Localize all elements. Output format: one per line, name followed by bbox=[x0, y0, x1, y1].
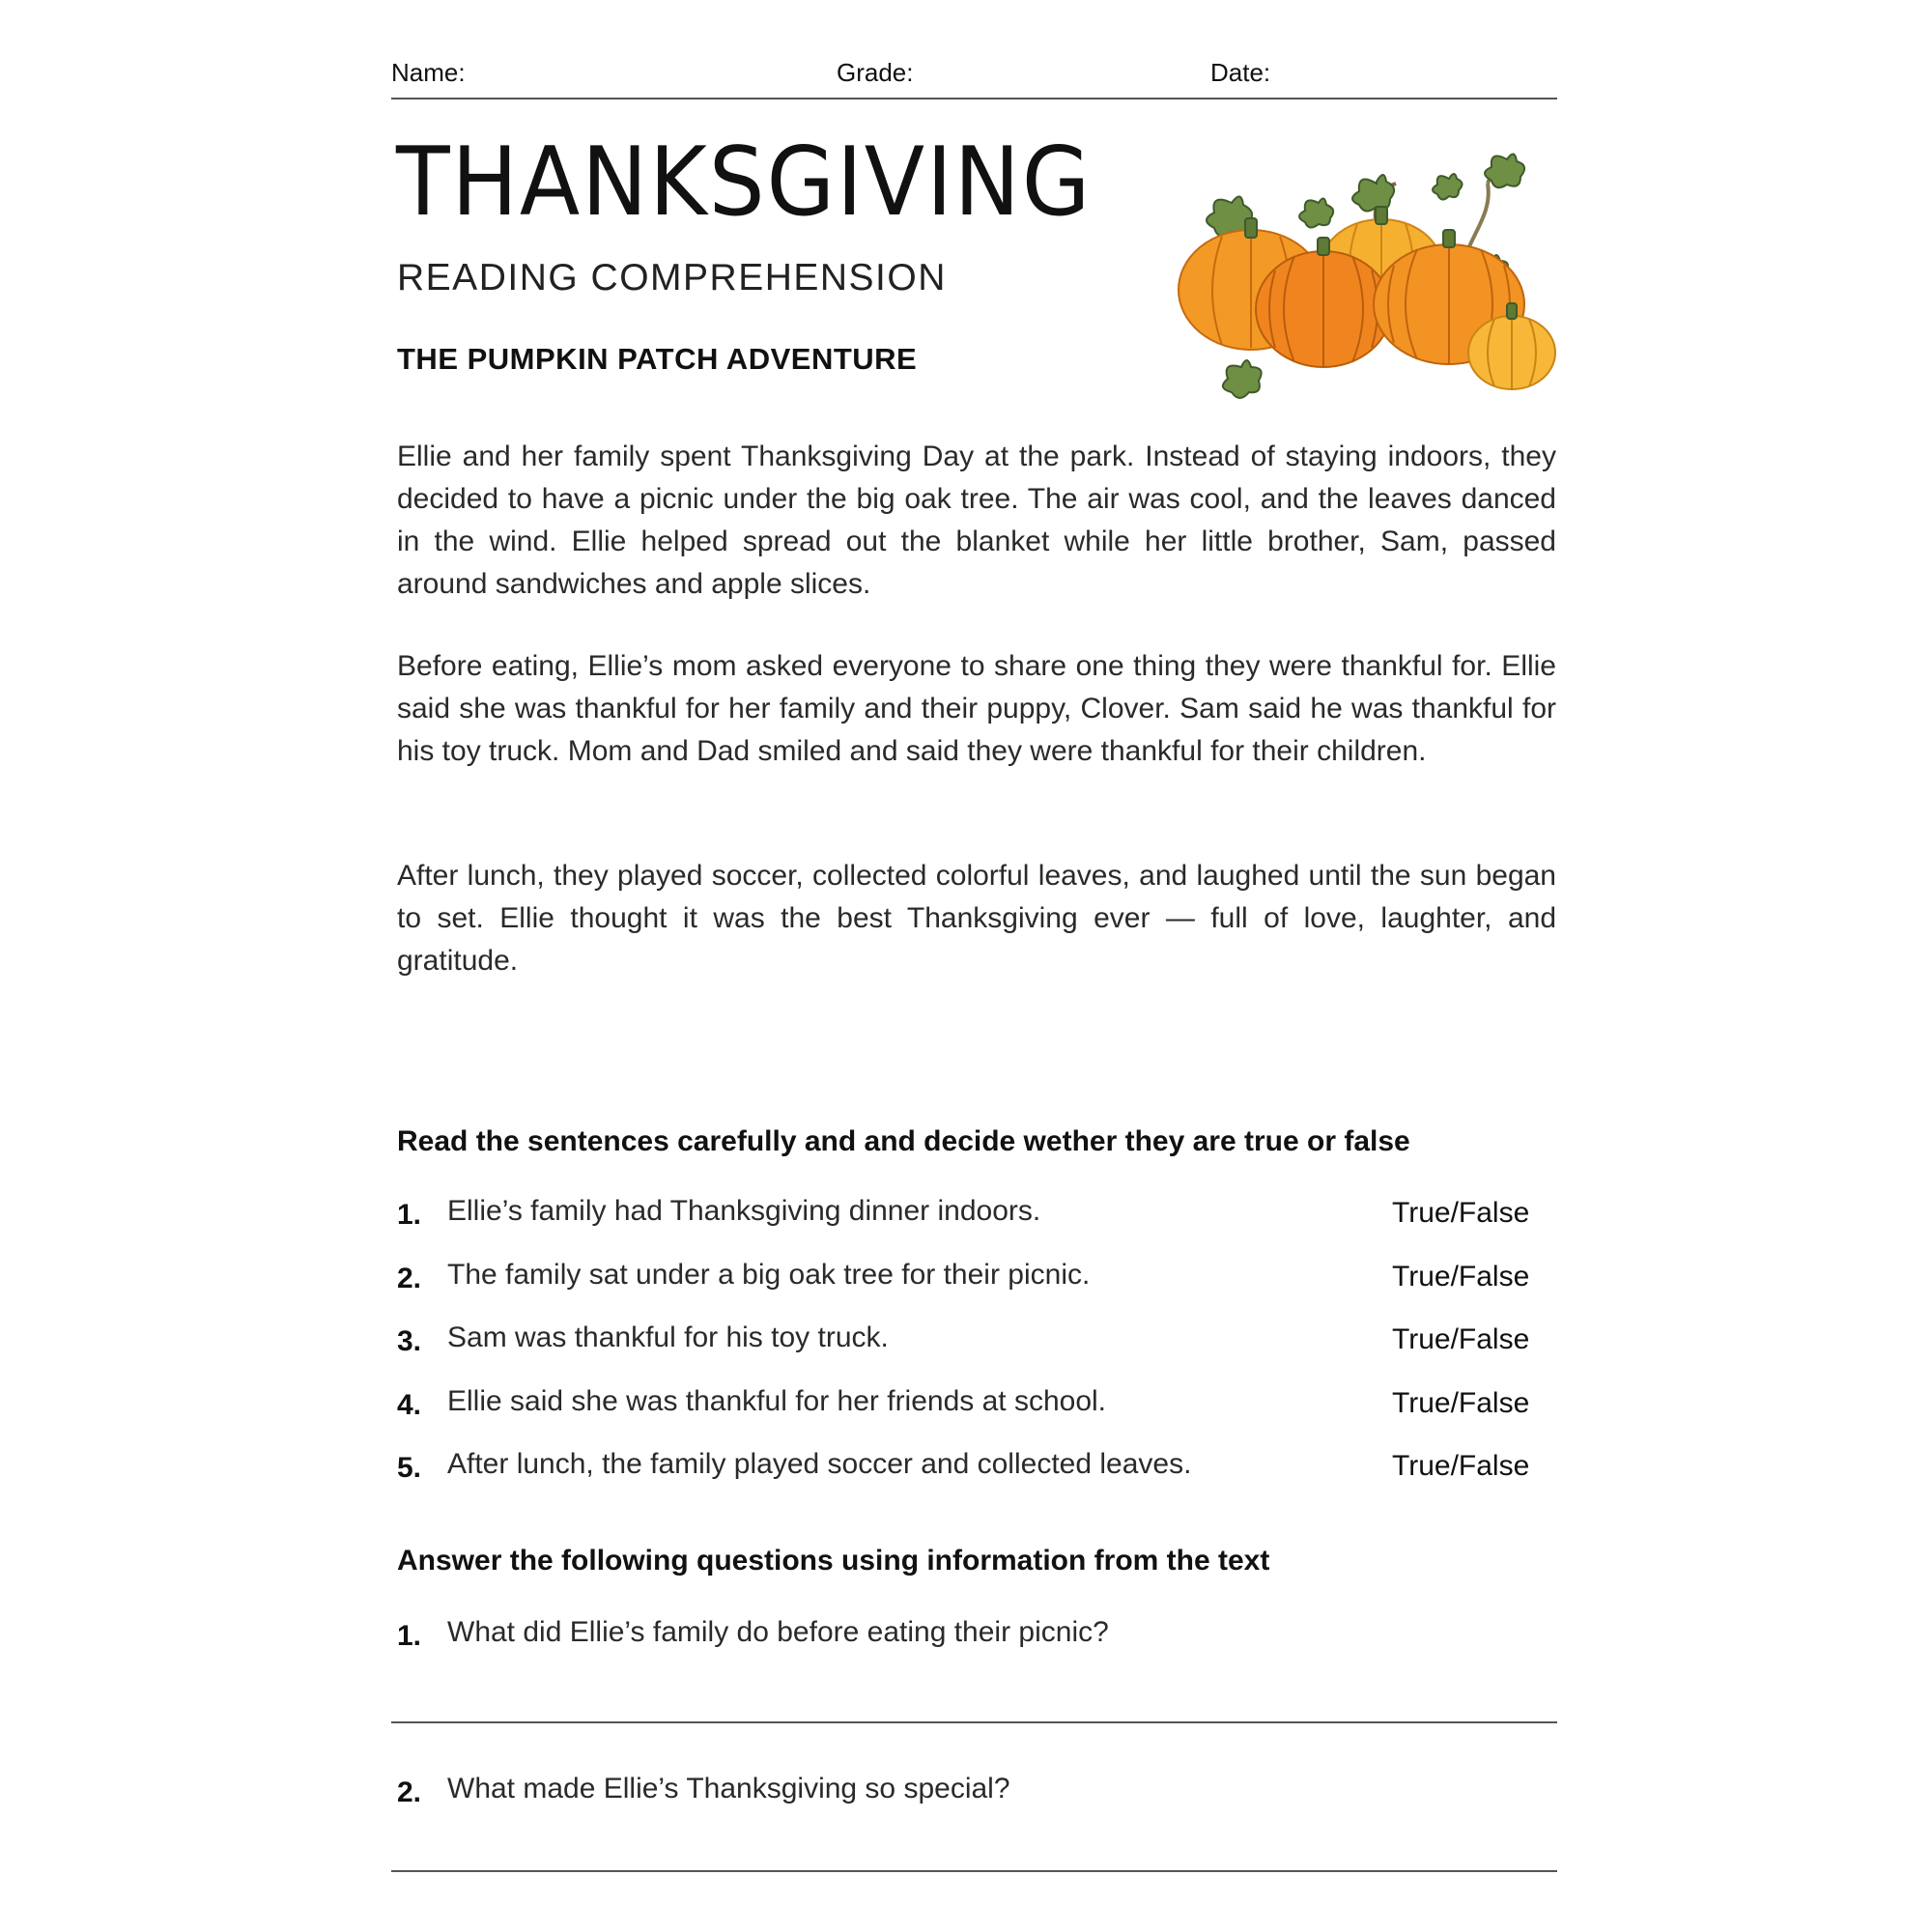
item-number: 5. bbox=[397, 1452, 422, 1484]
date-label: Date: bbox=[1210, 58, 1271, 87]
question-number: 2. bbox=[397, 1776, 422, 1808]
item-number: 4. bbox=[397, 1389, 422, 1421]
pumpkins-illustration bbox=[1174, 145, 1560, 406]
answer-line[interactable] bbox=[391, 1870, 1557, 1872]
true-false-choice[interactable]: True/False bbox=[1392, 1450, 1530, 1482]
question-text: What did Ellie’s family do before eating their picnic? bbox=[447, 1616, 1109, 1648]
item-statement: After lunch, the family played soccer and collected leaves. bbox=[447, 1448, 1192, 1480]
question-number: 1. bbox=[397, 1620, 422, 1652]
story-paragraph-2: Before eating, Ellie’s mom asked everyone to share one thing they were thankful for. Ellie said she was thankful for her family and their puppy, Clover. Sam said he was thankful for his toy truck. Mom and Dad smiled and said they were thankful for their children. bbox=[397, 650, 1556, 767]
name-label: Name: bbox=[391, 58, 466, 87]
true-false-heading: Read the sentences carefully and and decide wether they are true or false bbox=[397, 1125, 1410, 1157]
page-subtitle: READING COMPREHENSION bbox=[397, 257, 947, 298]
item-statement: Ellie’s family had Thanksgiving dinner indoors. bbox=[447, 1195, 1041, 1227]
story-title: THE PUMPKIN PATCH ADVENTURE bbox=[397, 342, 918, 376]
story-paragraph-3: After lunch, they played soccer, collected colorful leaves, and laughed until the sun began to set. Ellie thought it was the best Thanksgiving ever — full of love, laughter, and gratitude. bbox=[397, 860, 1556, 977]
true-false-choice[interactable]: True/False bbox=[1392, 1323, 1530, 1355]
item-statement: Sam was thankful for his toy truck. bbox=[447, 1321, 889, 1353]
story-paragraph-1: Ellie and her family spent Thanksgiving Day at the park. Instead of staying indoors, they decided to have a picnic under the big oak tree. The air was cool, and the leaves danced in the wind. Ellie helped spread out the blanket while her little brother, Sam, passed around sandwiches and apple slices. bbox=[397, 440, 1556, 600]
item-statement: The family sat under a big oak tree for their picnic. bbox=[447, 1259, 1091, 1291]
item-statement: Ellie said she was thankful for her friends at school. bbox=[447, 1385, 1107, 1417]
true-false-choice[interactable]: True/False bbox=[1392, 1261, 1530, 1293]
true-false-item bbox=[397, 1385, 1556, 1428]
true-false-item bbox=[397, 1321, 1556, 1364]
true-false-item bbox=[397, 1448, 1556, 1491]
true-false-choice[interactable]: True/False bbox=[1392, 1387, 1530, 1419]
true-false-choice[interactable]: True/False bbox=[1392, 1197, 1530, 1229]
page-title: THANKSGIVING bbox=[396, 128, 1093, 238]
header-rule bbox=[391, 98, 1557, 99]
grade-label: Grade: bbox=[837, 58, 914, 87]
true-false-item bbox=[397, 1259, 1556, 1301]
item-number: 1. bbox=[397, 1199, 422, 1231]
true-false-item bbox=[397, 1195, 1556, 1237]
answer-line[interactable] bbox=[391, 1721, 1557, 1723]
questions-heading: Answer the following questions using information from the text bbox=[397, 1545, 1270, 1577]
item-number: 3. bbox=[397, 1325, 422, 1357]
question-text: What made Ellie’s Thanksgiving so special? bbox=[447, 1773, 1010, 1804]
item-number: 2. bbox=[397, 1263, 422, 1294]
